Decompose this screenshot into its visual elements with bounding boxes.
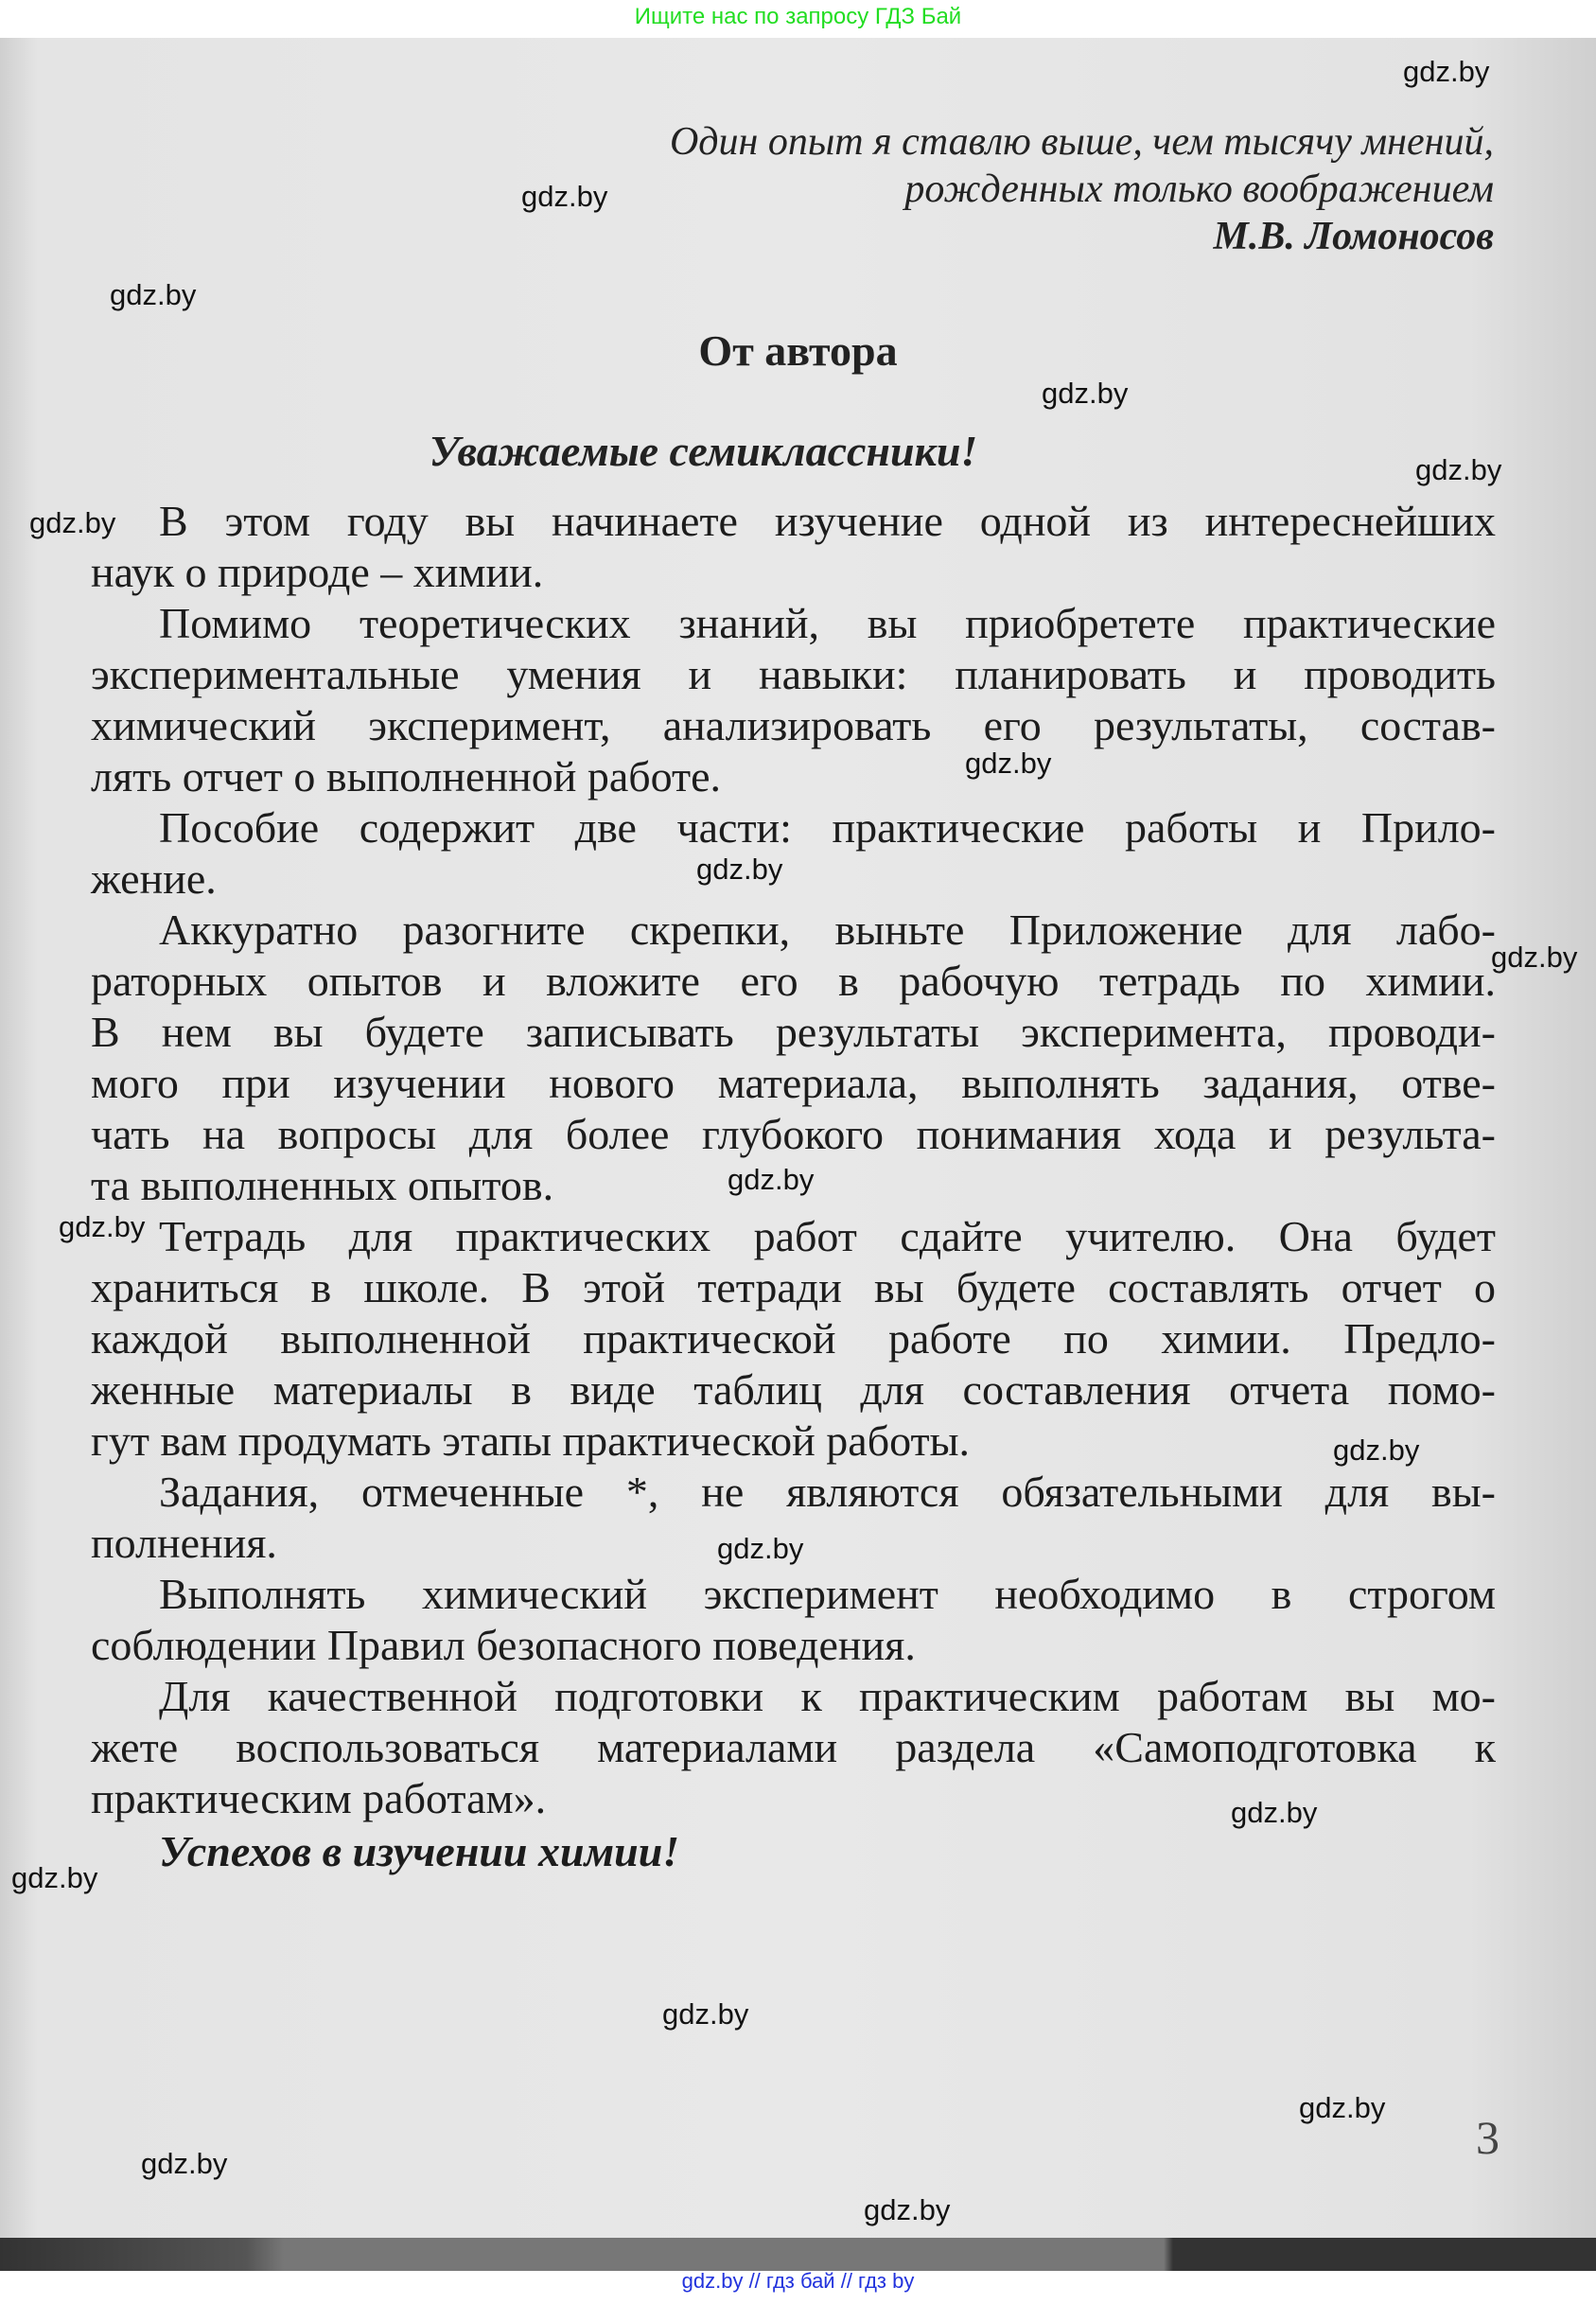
- page-number: 3: [1476, 2111, 1500, 2164]
- watermark: gdz.by: [696, 853, 783, 886]
- text-line: Аккуратно разогните скрепки, выньте Приложение для лабо-: [159, 906, 1496, 954]
- watermark: gdz.by: [59, 1210, 146, 1243]
- watermark: gdz.by: [1491, 941, 1578, 974]
- watermark: gdz.by: [1333, 1433, 1420, 1467]
- text-line: Для качественной подготовки к практическим работам вы мо-: [159, 1672, 1496, 1720]
- text-line: Тетрадь для практических работ сдайте учителю. Она будет: [159, 1212, 1496, 1260]
- scan-edge: [0, 2238, 1596, 2271]
- text-line: лять отчет о выполненной работе.: [91, 752, 722, 800]
- watermark: gdz.by: [1415, 453, 1502, 486]
- watermark: gdz.by: [521, 180, 608, 213]
- watermark: gdz.by: [1403, 55, 1490, 88]
- text-line: Задания, отмеченные *, не являются обязательными для вы-: [159, 1468, 1496, 1516]
- footer-links[interactable]: gdz.by // гдз бай // гдз by: [681, 2269, 915, 2293]
- watermark: gdz.by: [864, 2193, 951, 2226]
- text-line: та выполненных опытов.: [91, 1161, 554, 1209]
- text-line: соблюдении Правил безопасного поведения.: [91, 1621, 916, 1669]
- text-line: практическим работам».: [91, 1774, 547, 1822]
- text-line: наук о природе – химии.: [91, 548, 544, 596]
- epigraph-line-1: Один опыт я ставлю выше, чем тысячу мнений,: [669, 120, 1494, 164]
- closing-line: Успехов в изучении химии!: [159, 1827, 680, 1875]
- watermark: gdz.by: [110, 278, 197, 311]
- text-line: храниться в школе. В этой тетради вы будете составлять отчет о: [91, 1263, 1496, 1311]
- greeting: Уважаемые семиклассники!: [429, 427, 978, 475]
- text-line: женные материалы в виде таблиц для составления отчета помо-: [91, 1365, 1496, 1414]
- page-title: От автора: [698, 326, 898, 375]
- watermark: gdz.by: [1042, 377, 1129, 410]
- watermark: gdz.by: [29, 506, 116, 539]
- watermark: gdz.by: [141, 2147, 228, 2180]
- text-line: В нем вы будете записывать результаты эксперимента, проводи-: [91, 1008, 1496, 1056]
- watermark: gdz.by: [1231, 1796, 1318, 1829]
- epigraph-line-2: рожденных только воображением: [904, 167, 1494, 211]
- watermark: gdz.by: [717, 1532, 804, 1565]
- text-line: Пособие содержит две части: практические работы и Прило-: [159, 803, 1496, 852]
- text-line: полнения.: [91, 1519, 277, 1567]
- epigraph-author: М.В. Ломоносов: [1213, 215, 1494, 258]
- text-line: В этом году вы начинаете изучение одной из интереснейших: [159, 497, 1496, 545]
- text-line: Выполнять химический эксперимент необходимо в строгом: [159, 1570, 1496, 1618]
- text-line: жение.: [91, 854, 217, 903]
- text-line: Помимо теоретических знаний, вы приобретете практические: [159, 599, 1496, 647]
- text-line: гут вам продумать этапы практической работы.: [91, 1416, 971, 1465]
- text-line: химический эксперимент, анализировать его результаты, состав-: [91, 701, 1496, 749]
- watermark: gdz.by: [1299, 2091, 1386, 2124]
- text-line: мого при изучении нового материала, выполнять задания, отве-: [91, 1059, 1496, 1107]
- text-line: раторных опытов и вложите его в рабочую тетрадь по химии.: [91, 957, 1496, 1005]
- top-banner[interactable]: Ищите нас по запросу ГДЗ Бай: [634, 4, 962, 29]
- text-line: чать на вопросы для более глубокого понимания хода и результа-: [91, 1110, 1496, 1158]
- watermark: gdz.by: [728, 1163, 815, 1196]
- text-line: экспериментальные умения и навыки: планировать и проводить: [91, 650, 1496, 698]
- watermark: gdz.by: [662, 1997, 749, 2031]
- watermark: gdz.by: [965, 747, 1052, 780]
- text-line: каждой выполненной практической работе по химии. Предло-: [91, 1314, 1496, 1363]
- watermark: gdz.by: [11, 1861, 98, 1894]
- text-line: жете воспользоваться материалами раздела «Самоподготовка к: [91, 1723, 1496, 1771]
